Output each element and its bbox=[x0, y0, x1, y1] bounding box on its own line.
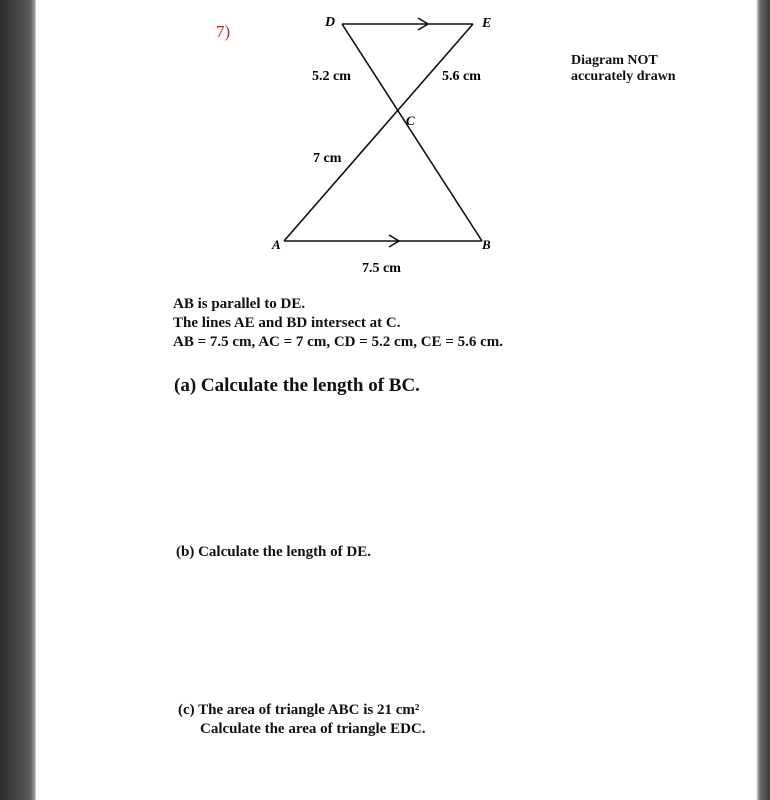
viewer-frame-left bbox=[0, 0, 36, 800]
length-AB-label: 7.5 cm bbox=[362, 261, 401, 276]
geometry-diagram bbox=[36, 0, 756, 300]
question-b: (b) Calculate the length of DE. bbox=[176, 544, 371, 560]
point-C-label: C bbox=[406, 113, 415, 128]
diagram-note-line2: accurately drawn bbox=[571, 69, 676, 84]
point-E-label: E bbox=[482, 16, 492, 31]
diagram-note-line1: Diagram NOT bbox=[571, 53, 658, 68]
given-line: AB = 7.5 cm, AC = 7 cm, CD = 5.2 cm, CE = 5.6 cm. bbox=[173, 334, 503, 350]
point-A-label: A bbox=[272, 237, 281, 252]
point-D-label: D bbox=[325, 15, 336, 30]
segment-EA bbox=[284, 24, 473, 241]
segment-DB bbox=[342, 24, 482, 241]
viewer-frame-right bbox=[756, 0, 770, 800]
given-line: The lines AE and BD intersect at C. bbox=[173, 315, 401, 331]
question-number: 7) bbox=[216, 22, 231, 41]
length-CE-label: 5.6 cm bbox=[442, 69, 481, 84]
worksheet-page bbox=[36, 0, 756, 800]
length-CD-label: 5.2 cm bbox=[312, 69, 351, 84]
question-c-line1: (c) The area of triangle ABC is 21 cm² bbox=[178, 702, 420, 718]
question-c-line2: Calculate the area of triangle EDC. bbox=[200, 721, 426, 737]
diagram-note bbox=[571, 53, 676, 85]
given-information bbox=[173, 295, 503, 352]
question-a: (a) Calculate the length of BC. bbox=[174, 375, 420, 396]
length-AC-label: 7 cm bbox=[313, 151, 342, 166]
point-B-label: B bbox=[482, 237, 491, 252]
given-line: AB is parallel to DE. bbox=[173, 296, 306, 312]
question-c bbox=[178, 701, 426, 739]
